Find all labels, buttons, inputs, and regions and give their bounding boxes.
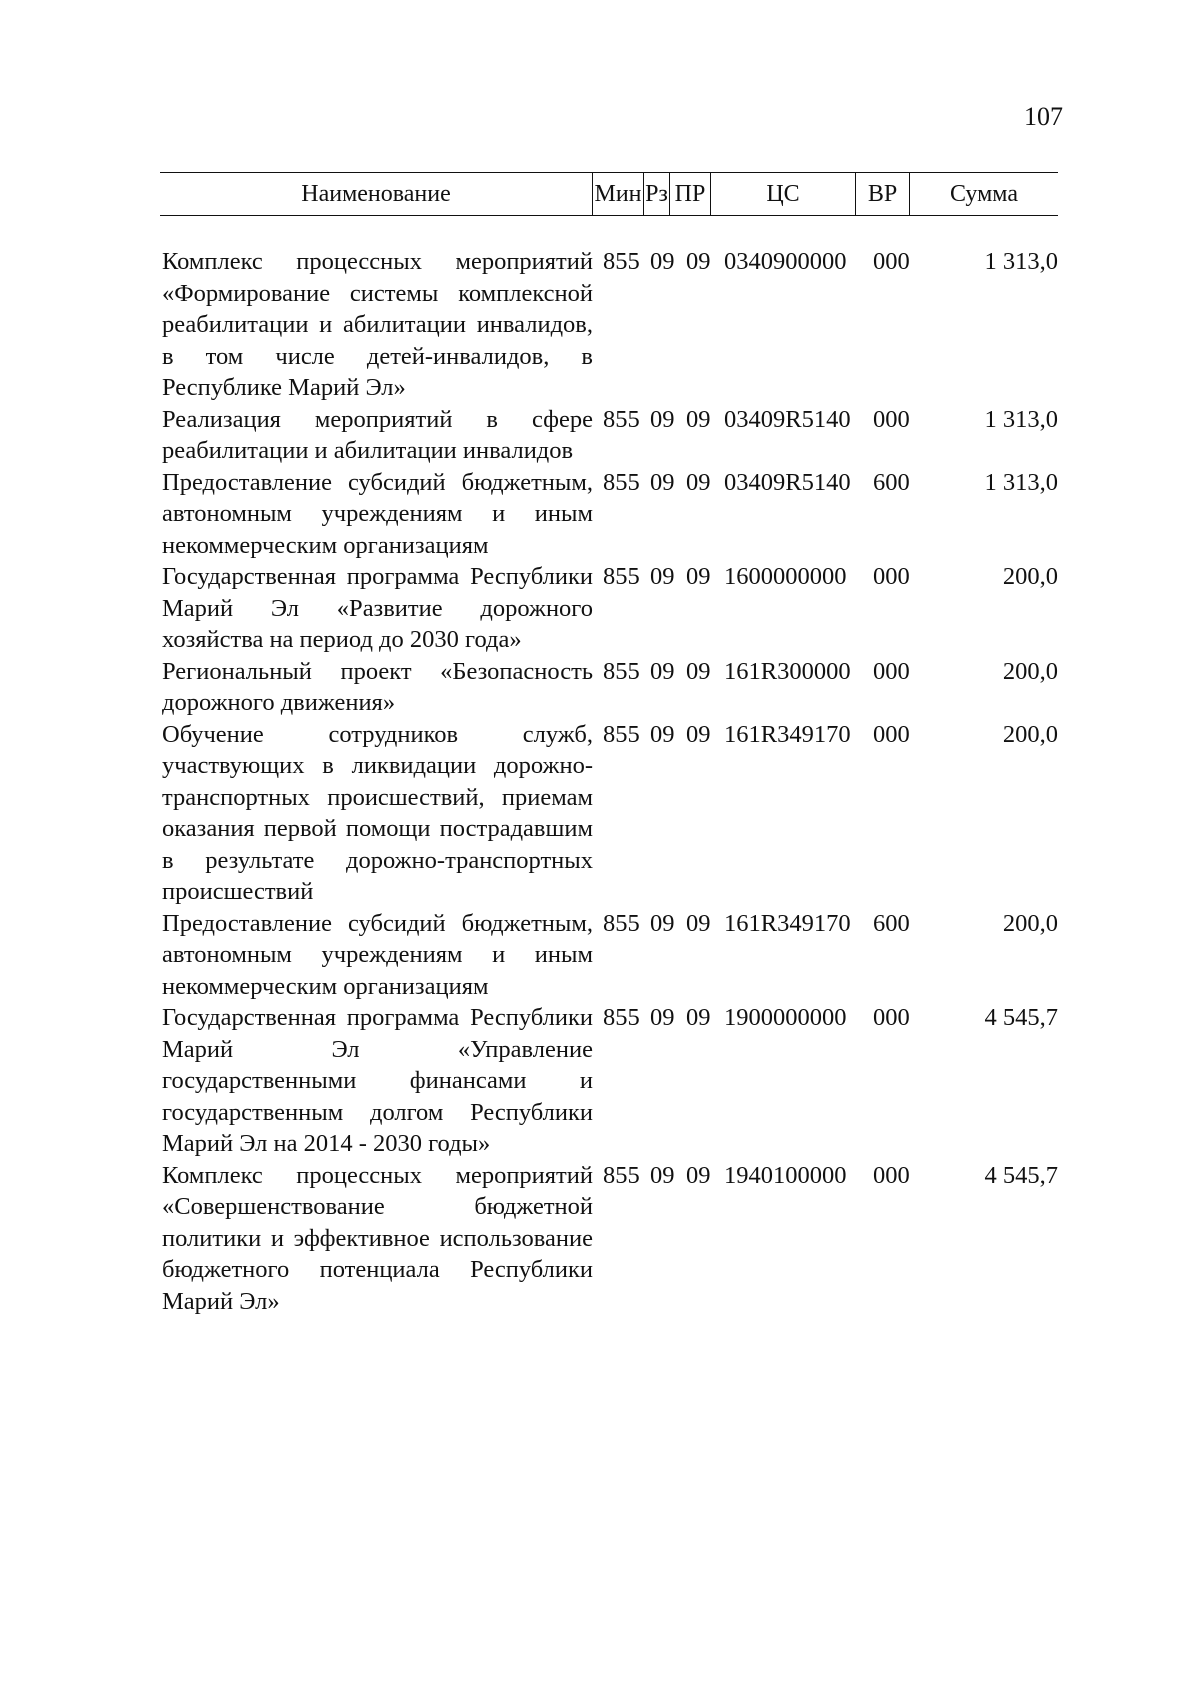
row-rz: 09 — [650, 720, 675, 748]
row-pr: 09 — [686, 248, 711, 275]
row-vr: 000 — [873, 563, 910, 590]
table-row — [0, 656, 1200, 719]
row-vr: 000 — [873, 405, 910, 433]
row-pr: 09 — [686, 909, 711, 937]
table-row — [0, 908, 1200, 1003]
row-rz: 09 — [650, 1004, 675, 1031]
row-name: Государственная программа Республики Марий Эл «Развитие дорожного хозяйства на период до 2030 года» — [162, 563, 593, 653]
row-min: 855 — [603, 1004, 640, 1031]
row-sum: 1 313,0 — [984, 248, 1058, 275]
row-pr: 09 — [686, 1161, 711, 1189]
row-name: Региональный проект «Безопасность дорожного движения» — [162, 657, 593, 716]
row-rz: 09 — [650, 563, 675, 590]
header-cs: ЦС — [710, 173, 855, 215]
row-rz: 09 — [650, 909, 675, 937]
row-cs: 1900000000 — [724, 1004, 847, 1031]
row-pr: 09 — [686, 468, 711, 496]
row-vr: 600 — [873, 468, 910, 496]
row-pr: 09 — [686, 720, 711, 748]
row-sum: 200,0 — [1002, 563, 1058, 590]
table-row — [0, 404, 1200, 467]
row-sum: 200,0 — [1002, 720, 1058, 748]
table-header — [160, 172, 1058, 216]
row-name: Обучение сотрудников служб, участвующих в ликвидации дорожно-транспортных происшествий, приемам оказания первой помощи пострадавшим в результате дорожно-транспортных происшествий — [162, 720, 593, 905]
table-row — [0, 561, 1200, 656]
header-name: Наименование — [301, 180, 451, 207]
table-row — [0, 467, 1200, 562]
header-rz: Рз — [643, 173, 669, 215]
row-sum: 200,0 — [1002, 909, 1058, 937]
row-rz: 09 — [650, 657, 675, 685]
header-min: Мин — [592, 173, 643, 215]
header-pr: ПР — [669, 173, 710, 215]
row-name: Государственная программа Республики Марий Эл «Управление государственными финансами и государственным долгом Республики Марий Эл на 2014 - 2030 годы» — [162, 1004, 593, 1157]
row-vr: 000 — [873, 657, 910, 685]
row-cs: 161R349170 — [724, 909, 851, 937]
row-vr: 000 — [873, 1161, 910, 1189]
row-name: Предоставление субсидий бюджетным, автономным учреждениям и иным некоммерческим организациям — [162, 468, 593, 559]
row-cs: 03409R5140 — [724, 405, 851, 433]
row-cs: 0340900000 — [724, 248, 847, 275]
table-row — [0, 1160, 1200, 1318]
row-name: Комплекс процессных мероприятий «Формирование системы комплексной реабилитации и абилитации инвалидов, в том числе детей-инвалидов, в Республике Марий Эл» — [162, 248, 593, 401]
row-pr: 09 — [686, 1004, 711, 1031]
row-min: 855 — [603, 468, 640, 496]
table-row — [0, 246, 1200, 404]
row-vr: 600 — [873, 909, 910, 937]
table-body — [0, 246, 1200, 1317]
row-sum: 1 313,0 — [984, 405, 1058, 433]
row-name: Предоставление субсидий бюджетным, автономным учреждениям и иным некоммерческим организациям — [162, 909, 593, 1000]
row-vr: 000 — [873, 720, 910, 748]
page-number: 107 — [1024, 102, 1063, 131]
row-pr: 09 — [686, 563, 711, 590]
table-row — [0, 1002, 1200, 1160]
row-cs: 1600000000 — [724, 563, 847, 590]
row-sum: 4 545,7 — [984, 1004, 1058, 1031]
header-sum: Сумма — [909, 173, 1058, 215]
row-cs: 1940100000 — [724, 1161, 847, 1189]
row-sum: 200,0 — [1002, 657, 1058, 685]
row-min: 855 — [603, 248, 640, 275]
row-pr: 09 — [686, 657, 711, 685]
row-sum: 4 545,7 — [984, 1161, 1058, 1189]
row-rz: 09 — [650, 248, 675, 275]
row-min: 855 — [603, 657, 640, 685]
row-vr: 000 — [873, 1004, 910, 1031]
row-min: 855 — [603, 720, 640, 748]
header-vr: ВР — [855, 173, 909, 215]
row-cs: 161R300000 — [724, 657, 851, 685]
row-rz: 09 — [650, 468, 675, 496]
row-name: Реализация мероприятий в сфере реабилитации и абилитации инвалидов — [162, 405, 593, 464]
row-sum: 1 313,0 — [984, 468, 1058, 496]
row-cs: 03409R5140 — [724, 468, 851, 496]
row-pr: 09 — [686, 405, 711, 433]
row-min: 855 — [603, 909, 640, 937]
row-rz: 09 — [650, 405, 675, 433]
row-cs: 161R349170 — [724, 720, 851, 748]
row-vr: 000 — [873, 248, 910, 275]
row-min: 855 — [603, 405, 640, 433]
row-rz: 09 — [650, 1161, 675, 1189]
row-min: 855 — [603, 563, 640, 590]
table-row — [0, 719, 1200, 908]
row-min: 855 — [603, 1161, 640, 1189]
row-name: Комплекс процессных мероприятий «Совершенствование бюджетной политики и эффективное использование бюджетного потенциала Республики Марий Эл» — [162, 1161, 593, 1315]
